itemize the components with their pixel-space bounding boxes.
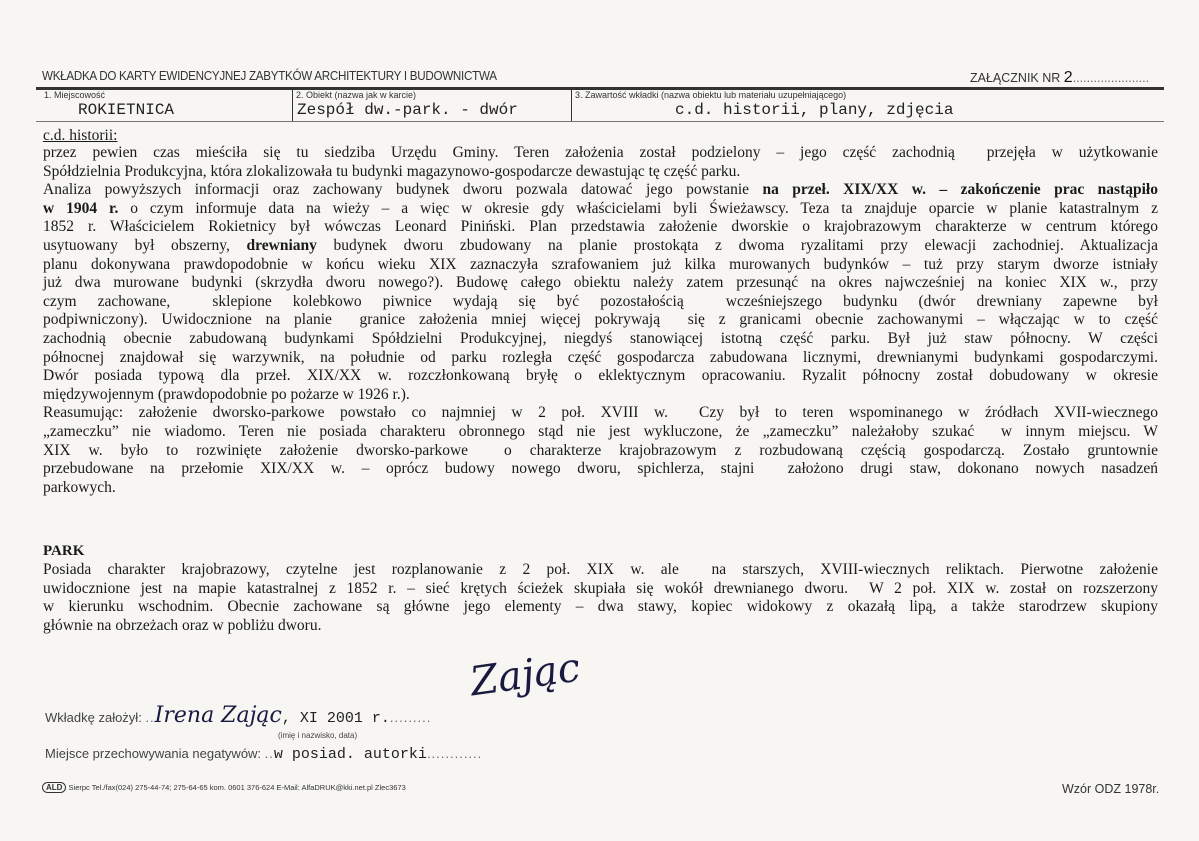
- text-segment: przebudowane na przełomie XIX/XX w. – oprócz budowy nowego dworu, spichlerza, stajni założono drugi staw, dokonano nowych nasadzeń: [43, 460, 1158, 478]
- text-line: [43, 460, 1158, 479]
- author-line: Wkładkę założył: ..Irena Zając, XI 2001 r..........: [45, 703, 432, 728]
- field-label-contents: 3. Zawartość wkładki (nazwa obiektu lub materiału uzupełniającego): [575, 90, 847, 100]
- text-line: [43, 561, 1158, 580]
- text-line: [43, 367, 1158, 386]
- text-segment: już dwa murowane budynki (skrzydła dworu nowego?). Budowę całego obiektu należy zatem przesunąć na okres najwcześniej na koniec XIX w., przy: [43, 274, 1158, 292]
- text-line: [43, 404, 1158, 423]
- field-value-locality: ROKIETNICA: [78, 101, 175, 119]
- column-divider: [571, 89, 572, 121]
- field-label-object: 2. Obiekt (nazwa jak w karcie): [296, 90, 417, 100]
- text-segment: czym zachowane, sklepione kolebkowo piwnice wydają się być pozostałością wcześniejszego budynku (dwór drewniany zapewne był: [43, 292, 1158, 310]
- text-segment: XIX w. było to rozwinięte założenie dworsko-parkowe o charakterze krajobrazowym z rozbudowaną częścią gospodarczą. Zostało gruntownie: [43, 441, 1158, 459]
- text-segment: Reasumując: założenie dworsko-parkowe powstało co najmniej w 2 poł. XVIII w. Czy był to teren wspominanego w źródłach XVII-wiecznego: [43, 404, 1158, 422]
- park-text: [43, 561, 1158, 635]
- field-value-object: Zespół dw.-park. - dwór: [297, 101, 518, 119]
- author-name: Irena Zając: [154, 703, 282, 728]
- printer-info: Sierpc Tel./fax(024) 275-44-74; 275-64-65 kom. 0601 376-624 E-Mail: AlfaDRUK@kki.net.pl Zlec3673: [68, 783, 406, 792]
- text-line: [43, 163, 1158, 182]
- text-segment: budynek dworu zbudowany na planie prostokąta z dwoma ryzalitami przy elewacji zachodniej. Aktualizacja: [316, 236, 1158, 254]
- bold-text: na przeł. XIX/XX w. – zakończenie prac nastąpiło: [762, 181, 1158, 199]
- form-title: WKŁADKA DO KARTY EWIDENCYJNEJ ZABYTKÓW ARCHITEKTURY I BUDOWNICTWA: [42, 69, 497, 83]
- text-line: [43, 181, 1158, 200]
- text-segment: międzywojennym (prawdopodobnie po pożarze w 1926 r.).: [43, 385, 410, 403]
- author-date: , XI 2001 r.: [281, 710, 390, 727]
- attachment-number: ZAŁĄCZNIK NR 2......................: [970, 69, 1150, 86]
- history-text: [43, 144, 1158, 497]
- bold-text: drewniany: [246, 236, 317, 254]
- text-line: [43, 237, 1158, 256]
- text-segment: północnej znajdował się warzywnik, na południe od parku rozległa część gospodarcza zabudowana licznymi, drewnianymi budynkami gospodarczymi.: [43, 348, 1158, 366]
- field-value-contents: c.d. historii, plany, zdjęcia: [675, 101, 954, 119]
- text-segment: 1852 r. Właścicielem Rokietnicy był wówczas Leonard Piniński. Plan przedstawia założenie dworskie o krajobrazowym charakterze w centrum którego: [43, 218, 1158, 236]
- text-segment: parkowych.: [43, 478, 116, 496]
- text-segment: o czym informuje data na wieży – a więc w okresie gdy właścicielami byli Świeżawscy. Teza ta znajduje oparcie w planie katastralnym z: [118, 199, 1158, 217]
- negatives-line: Miejsce przechowywania negatywów: ..w posiad. autorki............: [45, 746, 483, 763]
- text-line: [43, 274, 1158, 293]
- text-segment: Posiada charakter krajobrazowy, czytelne jest rozplanowanie z 2 poł. XIX w. ale na starszych, XVIII-wiecznych reliktach. Pierwotne założenie: [43, 561, 1158, 578]
- text-line: [43, 580, 1158, 599]
- text-segment: Spółdzielnia Produkcyjna, która zlokalizowała tu budynki magazynowo-gospodarcze dewastując tę część parku.: [43, 162, 741, 180]
- attachment-number-value: 2: [1063, 69, 1073, 86]
- header-rule-bottom: [36, 121, 1164, 122]
- negatives-value: w posiad. autorki: [273, 746, 427, 763]
- text-segment: uwidocznione jest na mapie katastralnej z 1852 r. – sieć krętych ścieżek skupiała się wokół drewnianego dworu. W 2 poł. XIX w. został on rozszerzony: [43, 579, 1158, 597]
- text-segment: podpiwniczony). Uwidocznione na planie granice założenia mniej więcej pokrywają się z granicami obecnie zachowanymi – włączając w to część: [43, 311, 1158, 329]
- text-segment: głównie na obrzeżach oraz w pobliżu dworu.: [43, 616, 322, 634]
- text-line: [43, 293, 1158, 312]
- form-version: Wzór ODZ 1978r.: [1062, 782, 1160, 796]
- text-segment: Analiza powyższych informacji oraz zachowany budynek dworu pozwala datować jego powstanie: [43, 181, 763, 199]
- text-segment: w kierunku wschodnim. Obecnie zachowane są główne jego elementy – dwa stawy, kopiec widokowy z okazałą lipą, a także starodrzew skupiony: [43, 598, 1158, 616]
- text-line: [43, 330, 1158, 349]
- field-label-locality: 1. Miejscowość: [44, 90, 106, 100]
- signature: Zając: [467, 644, 583, 706]
- attachment-label: ZAŁĄCZNIK NR: [970, 71, 1061, 85]
- text-line: [43, 386, 1158, 405]
- text-line: [43, 256, 1158, 275]
- bold-text: w 1904 r.: [43, 199, 119, 217]
- text-line: [43, 311, 1158, 330]
- text-segment: przez pewien czas mieściła się tu siedziba Urzędu Gminy. Teren założenia został podzielony – jego część zachodnią przejęła w użytkowanie: [43, 144, 1158, 161]
- text-segment: „zameczku” nie wiadomo. Teren nie posiada charakteru obronnego stąd nie jest wykluczone, że „zameczku” należałoby szukać w innym miejscu. W: [43, 422, 1158, 440]
- text-line: [43, 144, 1158, 163]
- negatives-label: Miejsce przechowywania negatywów:: [45, 746, 262, 761]
- text-segment: planu dokonywana prawdopodobnie w końcu wieku XIX zaznaczyła szrafowaniem już kilka murowanych budynków – tuż przy starym dworze istniały: [43, 255, 1158, 273]
- text-segment: usytuowany był obszerny,: [43, 236, 247, 254]
- text-line: [43, 617, 1158, 636]
- park-heading: PARK: [43, 543, 85, 559]
- column-divider: [292, 89, 293, 121]
- text-line: [43, 598, 1158, 617]
- text-line: [43, 442, 1158, 461]
- author-hint: (imię i nazwisko, data): [278, 731, 358, 740]
- text-line: [43, 423, 1158, 442]
- author-label: Wkładkę założył:: [45, 710, 142, 725]
- printer-line: [42, 782, 406, 793]
- printer-logo: ALD: [42, 782, 66, 793]
- text-segment: Dwór posiada typową dla przeł. XIX/XX w. rozczłonkowaną bryłę o eklektycznym opracowaniu. Ryzalit północny został dobudowany w okresie: [43, 367, 1158, 385]
- text-line: [43, 479, 1158, 498]
- text-line: [43, 349, 1158, 368]
- text-segment: zachodnią obecnie zabudowaną budynkami Spółdzielni Produkcyjnej, niegdyś stanowiącej istotną część parku. Był już staw północny. W części: [43, 329, 1158, 347]
- history-heading: c.d. historii:: [43, 127, 118, 144]
- text-line: [43, 218, 1158, 237]
- text-line: [43, 200, 1158, 219]
